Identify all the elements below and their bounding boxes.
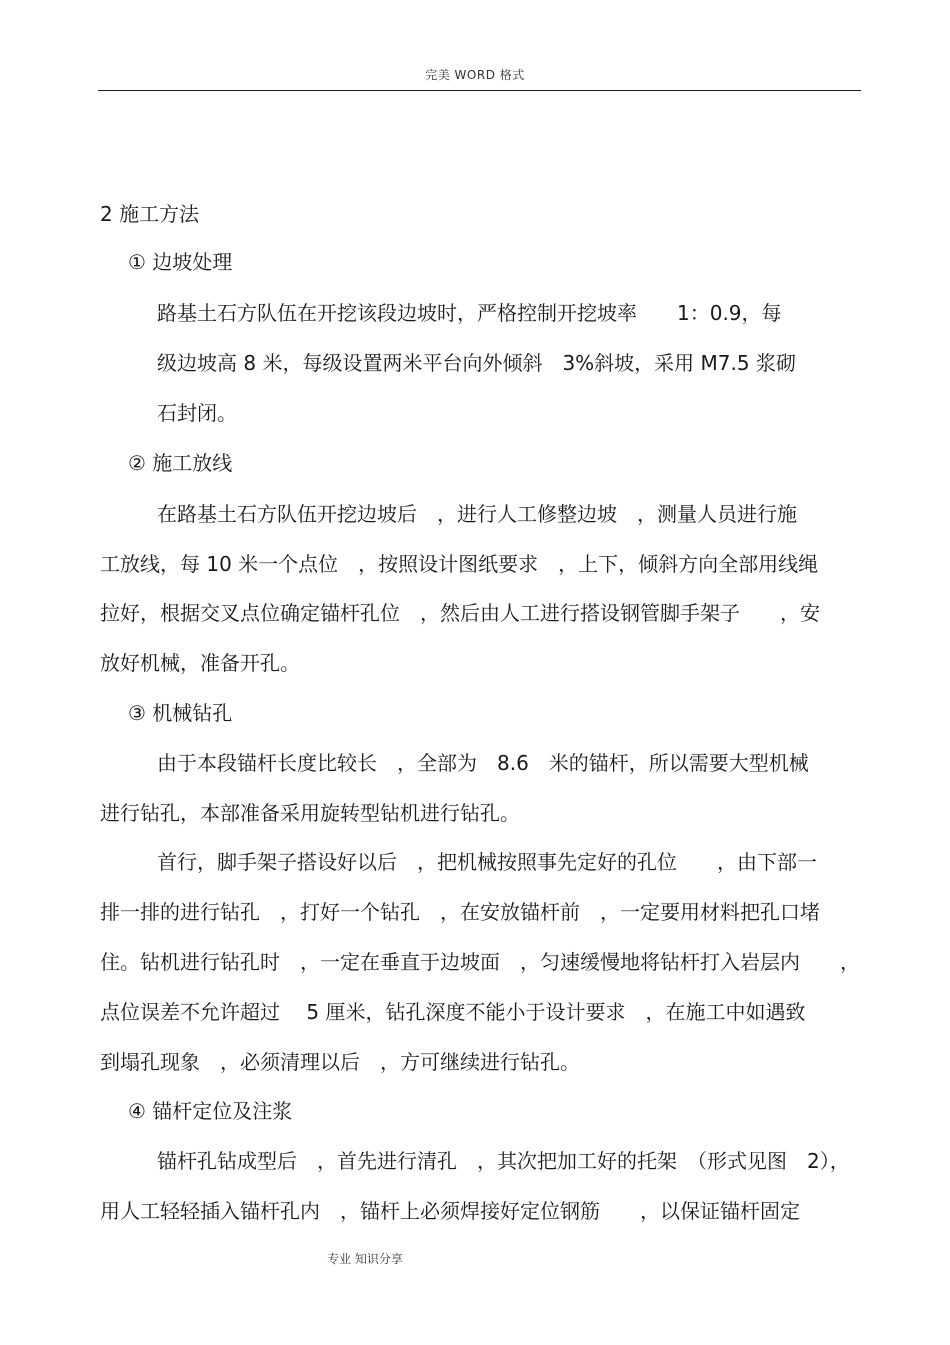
paragraph-line: 点位误差不允许超过 5 厘米，钻孔深度不能小于设计要求 ，在施工中如遇致	[100, 1000, 806, 1024]
paragraph-line: 锚杆孔钻成型后 ，首先进行清孔 ，其次把加工好的托架 （形式见图 2），	[157, 1149, 850, 1173]
paragraph-line: 级边坡高 8 米，每级设置两米平台向外倾斜 3%斜坡，采用 M7.5 浆砌	[157, 351, 796, 375]
paragraph-line: 首行，脚手架子搭设好以后 ，把机械按照事先定好的孔位 ，由下部一	[157, 850, 817, 874]
paragraph-line: 石封闭。	[157, 401, 237, 425]
paragraph-line: 在路基土石方队伍开挖边坡后 ，进行人工修整边坡 ，测量人员进行施	[157, 502, 797, 526]
paragraph-line: 排一排的进行钻孔 ，打好一个钻孔 ，在安放锚杆前 ，一定要用材料把孔口堵	[100, 900, 820, 924]
paragraph-line: 住。钻机进行钻孔时 ，一定在垂直于边坡面 ，匀速缓慢地将钻杆打入岩层内 ，	[100, 950, 860, 974]
paragraph-line: 路基土石方队伍在开挖该段边坡时，严格控制开挖坡率 1：0.9，每	[157, 301, 782, 325]
paragraph-line: 拉好，根据交叉点位确定锚杆孔位 ，然后由人工进行搭设钢管脚手架子 ，安	[100, 601, 820, 625]
page-header: 完美 WORD 格式	[425, 68, 525, 82]
subsection-heading: ① 边坡处理	[128, 250, 233, 274]
paragraph-line: 用人工轻轻插入锚杆孔内 ，锚杆上必须焊接好定位钢筋 ，以保证锚杆固定	[100, 1199, 800, 1223]
paragraph-line: 到塌孔现象 ，必须清理以后 ，方可继续进行钻孔。	[100, 1050, 580, 1074]
paragraph-line: 放好机械，准备开孔。	[100, 651, 300, 675]
paragraph-line: 工放线，每 10 米一个点位 ，按照设计图纸要求 ，上下，倾斜方向全部用线绳	[100, 552, 819, 576]
page-footer: 专业 知识分享	[327, 1252, 403, 1266]
section-heading: 2 施工方法	[100, 202, 200, 226]
header-rule	[98, 90, 861, 91]
paragraph-line: 由于本段锚杆长度比较长 ，全部为 8.6 米的锚杆，所以需要大型机械	[157, 751, 809, 775]
subsection-heading: ② 施工放线	[128, 451, 233, 475]
subsection-heading: ③ 机械钻孔	[128, 701, 233, 725]
paragraph-line: 进行钻孔，本部准备采用旋转型钻机进行钻孔。	[100, 801, 520, 825]
subsection-heading: ④ 锚杆定位及注浆	[128, 1099, 293, 1123]
